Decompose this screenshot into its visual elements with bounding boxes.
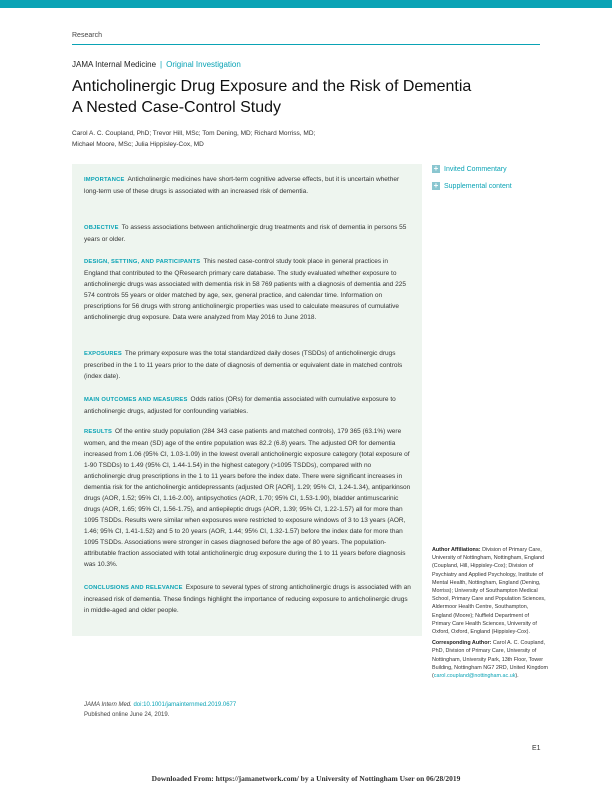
corresponding-heading: Corresponding Author: xyxy=(432,640,492,647)
corresponding-text: Carol A. C. Coupland, PhD, Division of Primary Care, University of Nottingham, University Park, 13th Floor, Tower Building, Nottingham NG7 2RD, United Kingdom ( xyxy=(432,640,548,680)
conclusions-text: Exposure to several types of strong anticholinergic drugs is associated with an increased risk of dementia. These findings highlight the importance of reducing exposure to anticholinergic drugs in middle-aged and older people. xyxy=(84,584,411,614)
results-text: Of the entire study population (284 343 case patients and matched controls), 179 365 (63.1%) were women, and the mean (SD) age of the entire population was 82.2 (6.8) years. The adjusted OR for dementia increased from 1.06 (95% CI, 1.03-1.09) in the lowest overall anticholinergic exposure category (total exposure of 1-90 TSDDs) to 1.49 (95% CI, 1.44-1.54) in the highest category (>1095 TSDDs), compared with no anticholinergic drug prescriptions in the 1 to 11 years before the index date. There were significant increases in dementia risk for the anticholinergic antidepressants (adjusted OR [AOR], 1.29; 95% CI, 1.24-1.34), antiparkinson drugs (AOR, 1.52; 95% CI, 1.16-2.00), antipsychotics (AOR, 1.70; 95% CI, 1.53-1.90), bladder antimuscarinic drugs (AOR, 1.65; 95% CI, 1.56-1.75), and antiepileptic drugs (AOR, 1.39; 95% CI, 1.22-1.57) all for more than 1095 TSDDs. Results were similar when exposures were restricted to exposure windows of 3 to 13 years (AOR, 1.46; 95% CI, 1.41-1.52) and 5 to 20 years (AOR, 1.44; 95% CI, 1.32-1.57) before the index date for more than 1095 TSDDs. Associations were stronger in cases diagnosed before the age of 80 years. The population-attributable fraction associated with total anticholinergic drug exposure during the 1 to 11 years before diagnosis was 10.3%. xyxy=(84,428,411,568)
author-affiliations xyxy=(432,546,548,680)
journal-header xyxy=(72,60,241,69)
title-subtitle: A Nested Case-Control Study xyxy=(72,99,281,116)
side-links xyxy=(432,162,512,196)
abstract-importance xyxy=(84,174,412,197)
download-footer: Downloaded From: https://jamanetwork.com/ by a University of Nottingham User on 06/28/2019 xyxy=(151,774,461,783)
exposures-heading: EXPOSURES xyxy=(84,351,122,357)
citation-journal: JAMA Intern Med. xyxy=(84,702,132,708)
objective-text: To assess associations between anticholinergic drug treatments and risk of dementia in persons 55 years or older. xyxy=(84,224,407,243)
abstract-objective xyxy=(84,222,412,245)
affiliations-heading: Author Affiliations: xyxy=(432,547,481,553)
journal-name: JAMA Internal Medicine xyxy=(72,60,157,69)
abstract-results xyxy=(84,426,412,570)
corresponding-author xyxy=(432,639,548,680)
affiliations-paragraph xyxy=(432,546,548,636)
abstract-design xyxy=(84,256,412,323)
outcomes-heading: MAIN OUTCOMES AND MEASURES xyxy=(84,397,188,403)
importance-heading: IMPORTANCE xyxy=(84,177,125,183)
design-text: This nested case-control study took place in general practices in England that contributed to the QResearch primary care database. The study evaluated whether exposure to anticholinergic drugs was associated with dementia risk in 58 769 patients with a diagnosis of dementia and 225 574 controls 55 years or older matched by age, sex, general practice, and calendar time. Information on prescriptions for 56 drugs with strong anticholinergic properties was used to calculate measures of cumulative anticholinergic drug exposure. Data were analyzed from May 2016 to June 2018. xyxy=(84,258,406,321)
citation-line xyxy=(84,700,236,710)
author-list xyxy=(72,128,372,150)
title-main: Anticholinergic Drug Exposure and the Risk of Dementia xyxy=(72,78,472,95)
abstract-exposures xyxy=(84,348,412,382)
abstract-conclusions xyxy=(84,582,412,616)
affiliations-text: Division of Primary Care, University of Nottingham, Nottingham, England (Coupland, Hill, Hippisley-Cox); Division of Psychiatry and Applied Psychology, Institute of Mental Health, Nottingham, England (Dening, Morriss); University of Southampton Medical School, Primary Care and Population Sciences, Aldermoor Health Centre, Southampton, England (Moore); Nuffield Department of Primary Care Health Sciences, University of Oxford, Oxford, England (Hippisley-Cox). xyxy=(432,547,546,636)
abstract-outcomes xyxy=(84,394,412,417)
abstract-box xyxy=(72,164,422,636)
article-title xyxy=(72,76,542,118)
design-heading: DESIGN, SETTING, AND PARTICIPANTS xyxy=(84,259,201,265)
article-type: Original Investigation xyxy=(166,60,241,69)
corresponding-email-link[interactable]: carol.coupland@nottingham.ac.uk xyxy=(433,673,516,680)
citation-block xyxy=(84,700,236,720)
top-color-bar xyxy=(0,0,612,8)
authors-line-1: Carol A. C. Coupland, PhD; Trevor Hill, MSc; Tom Dening, MD; Richard Morriss, MD; xyxy=(72,130,316,137)
objective-heading: OBJECTIVE xyxy=(84,225,119,231)
page-number: E1 xyxy=(532,745,541,752)
plus-icon: + xyxy=(433,164,439,173)
header-separator: | xyxy=(160,60,163,69)
importance-text: Anticholinergic medicines have short-term cognitive adverse effects, but it is uncertain whether long-term use of these drugs is associated with an increased risk of dementia. xyxy=(84,176,400,195)
supplemental-content-link[interactable] xyxy=(432,179,512,193)
exposures-text: The primary exposure was the total standardized daily doses (TSDDs) of anticholinergic drugs prescribed in the 1 to 11 years prior to the date of diagnosis of dementia or equivalent date in matched controls (index date). xyxy=(84,350,403,380)
authors-line-2: Michael Moore, MSc; Julia Hippisley-Cox, MD xyxy=(72,141,204,148)
conclusions-heading: CONCLUSIONS AND RELEVANCE xyxy=(84,585,183,591)
outcomes-text: Odds ratios (ORs) for dementia associated with cumulative exposure to anticholinergic drugs, adjusted for confounding variables. xyxy=(84,396,396,415)
published-date: Published online June 24, 2019. xyxy=(84,712,170,718)
corresponding-end: ). xyxy=(515,673,519,680)
supplemental-content-label: Supplemental content xyxy=(444,182,512,190)
invited-commentary-label: Invited Commentary xyxy=(444,165,507,173)
citation-doi-link[interactable]: doi:10.1001/jamainternmed.2019.0677 xyxy=(133,702,237,708)
section-label: Research xyxy=(72,32,102,39)
results-heading: RESULTS xyxy=(84,429,113,435)
invited-commentary-link[interactable] xyxy=(432,162,512,176)
header-rule xyxy=(72,44,540,45)
plus-icon: + xyxy=(433,181,439,190)
